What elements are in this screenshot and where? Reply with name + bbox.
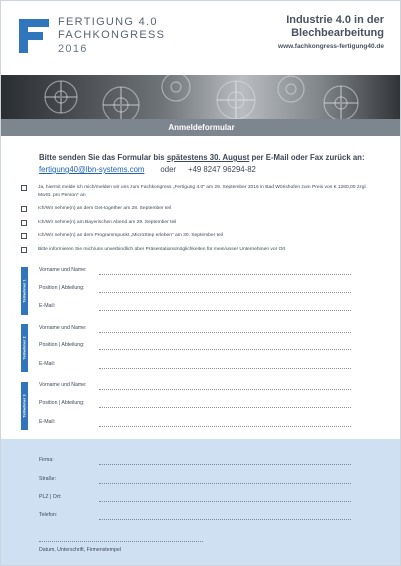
option-row <box>21 232 368 240</box>
gear-banner-image <box>1 75 401 119</box>
zip-city-field[interactable] <box>99 501 351 502</box>
or-label: oder <box>160 165 177 174</box>
participant-1-email-field[interactable] <box>99 310 351 311</box>
logo-text <box>58 16 165 56</box>
participant-3-email-field[interactable] <box>99 426 351 427</box>
event-title-line-2: Blechbearbeitung <box>291 27 384 39</box>
participant-2-name-label: Vorname und Name: <box>39 325 87 331</box>
event-title-line-1: Industrie 4.0 in der <box>286 14 384 26</box>
gears-icon <box>1 75 401 119</box>
participant-3-position-label: Position | Abteilung: <box>39 400 85 406</box>
street-label: Straße: <box>39 476 57 482</box>
company-field[interactable] <box>99 464 351 465</box>
phone-field[interactable] <box>99 519 351 520</box>
participant-3-email-label: E-Mail: <box>39 419 56 425</box>
participant-2-position-label: Position | Abteilung: <box>39 342 85 348</box>
participant-3-tab-label: Teilnehmer 3 <box>22 394 27 418</box>
participant-1-tab <box>21 267 28 315</box>
participant-1-tab-label: Teilnehmer 1 <box>22 279 27 303</box>
participant-2-name-field[interactable] <box>99 332 351 333</box>
participant-1-position-label: Position | Abteilung: <box>39 285 85 291</box>
email-link[interactable]: fertigung40@lbn-systems.com <box>39 165 145 174</box>
intro-suffix: per E-Mail oder Fax zurück an: <box>249 153 365 162</box>
signature-label: Datum, Unterschrift, Firmenstempel <box>39 547 121 553</box>
zip-city-label: PLZ | Ort: <box>39 494 62 500</box>
option-checkbox[interactable] <box>21 220 27 226</box>
participant-3-position-field[interactable] <box>99 407 351 408</box>
participant-2-tab <box>21 324 28 372</box>
participant-1-name-field[interactable] <box>99 274 351 275</box>
option-checkbox[interactable] <box>21 247 27 253</box>
participant-3-name-field[interactable] <box>99 389 351 390</box>
company-label: Firma: <box>39 457 54 463</box>
option-label: Bitte informieren Sie mich/uns unverbindlich über Präsentationsmöglichkeiten für mein/unser Unternehmen vor Ort <box>38 247 286 252</box>
participant-1-email-label: E-Mail: <box>39 303 56 309</box>
participant-2-email-label: E-Mail: <box>39 361 56 367</box>
logo-line-2: FACHKONGRESS <box>58 29 166 41</box>
participant-2-email-field[interactable] <box>99 368 351 369</box>
intro-deadline: spätestens 30. August <box>166 153 250 162</box>
event-url: www.fachkongress-fertigung40.de <box>278 43 384 50</box>
option-label: Ich/Wir nehme(n) am Bayerischen Abend am 29. September teil <box>38 220 177 225</box>
logo-year: 2016 <box>58 43 88 55</box>
option-row <box>21 184 368 199</box>
option-row <box>21 219 368 227</box>
intro-text <box>39 153 365 162</box>
option-label: Ja, hiermit melde ich mich/melden wir uns zum Fachkongress „Fertigung 4.0“ am 29. September 2016 in Bad Wörishofen zum Preis von € 1260,00 zzgl. MwSt. pro Person* an <box>38 185 367 198</box>
signature-field[interactable] <box>39 541 203 542</box>
option-row <box>21 246 368 254</box>
option-checkbox[interactable] <box>21 185 27 191</box>
intro-prefix: Bitte senden Sie das Formular bis <box>39 153 167 162</box>
street-field[interactable] <box>99 483 351 484</box>
participant-3-tab <box>21 382 28 430</box>
participant-2-position-field[interactable] <box>99 349 351 350</box>
option-checkbox[interactable] <box>21 233 27 239</box>
option-row <box>21 205 368 213</box>
logo-line-1: FERTIGUNG 4.0 <box>58 16 158 28</box>
option-label: Ich/Wir nehme(n) an dem Programmpunkt „MicroStep erleben“ am 30. September teil <box>38 233 223 238</box>
participant-2-tab-label: Teilnehmer 2 <box>22 336 27 360</box>
logo-mark-icon <box>19 19 49 53</box>
option-checkbox[interactable] <box>21 206 27 212</box>
option-label: Ich/Wir nehme(n) an dem Get-together am 28. September teil <box>38 206 172 211</box>
event-title-block <box>278 14 384 50</box>
participant-1-name-label: Vorname und Name: <box>39 267 87 273</box>
phone-label: Telefon: <box>39 512 58 518</box>
form-title-bar: Anmeldeformular <box>1 119 401 136</box>
participant-3-name-label: Vorname und Name: <box>39 382 87 388</box>
participant-1-position-field[interactable] <box>99 292 351 293</box>
fax-number: +49 8247 96294-82 <box>188 165 256 174</box>
contact-line <box>39 165 256 174</box>
